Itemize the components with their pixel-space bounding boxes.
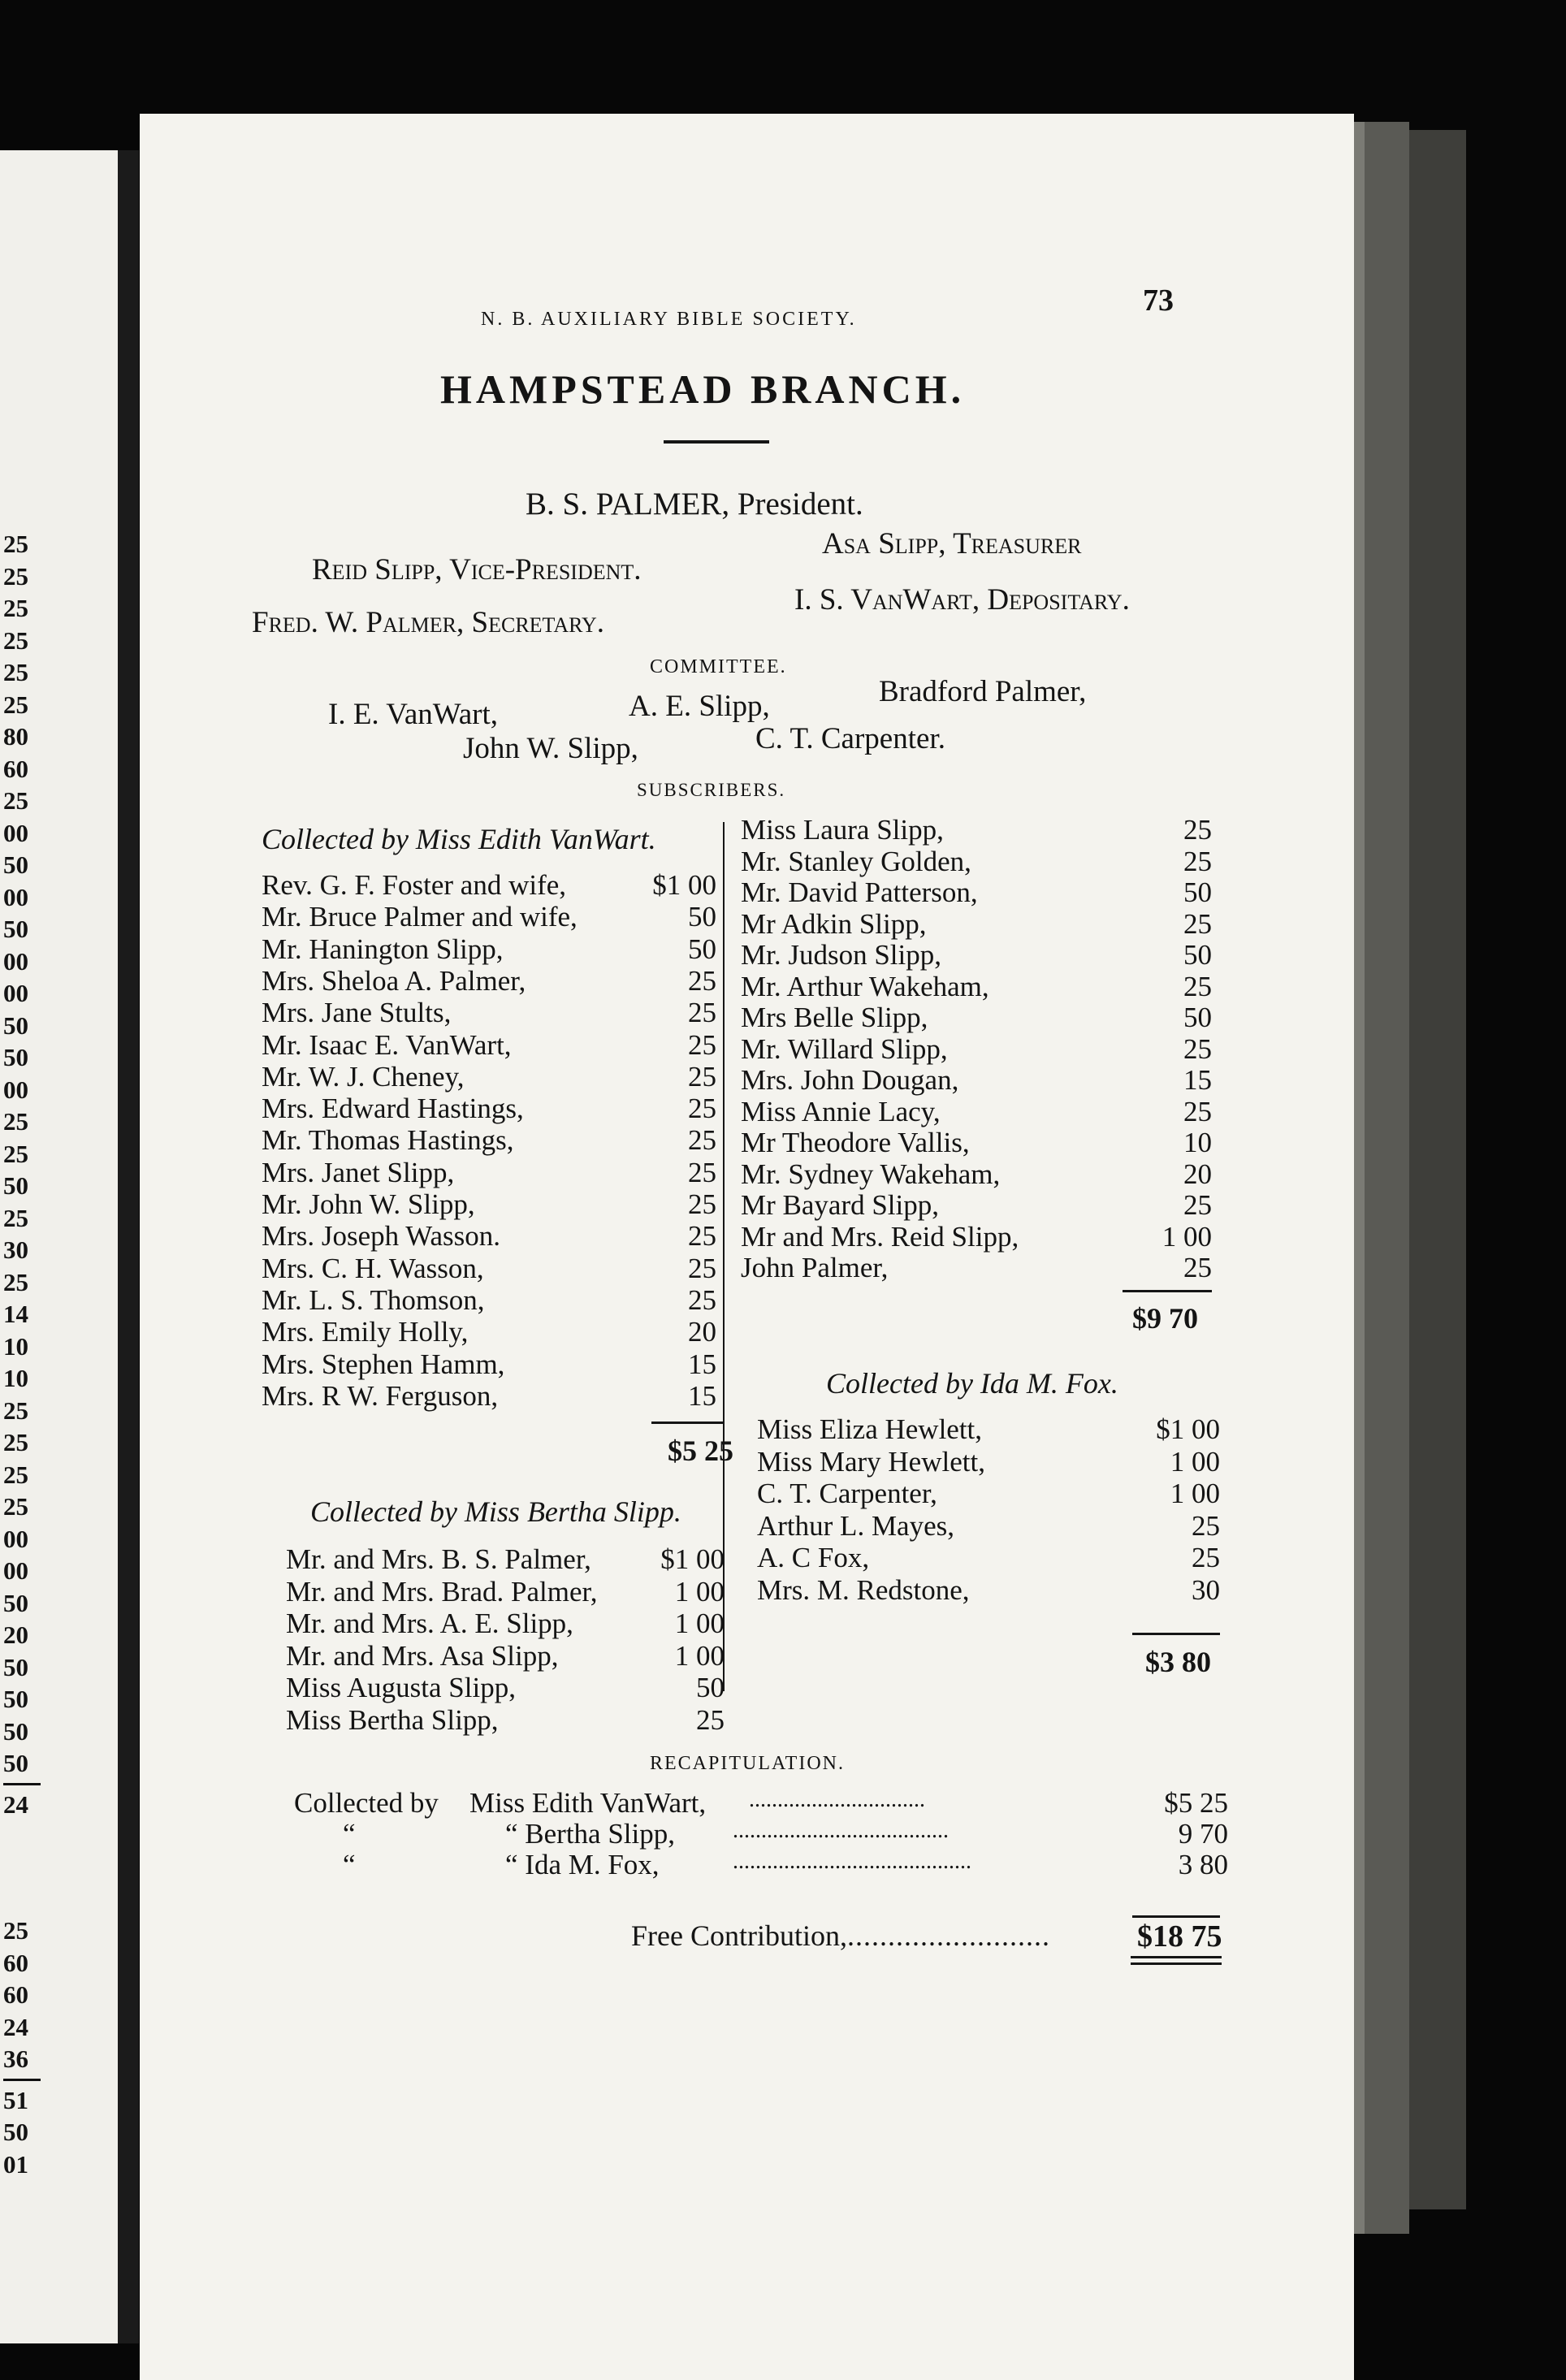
subscriber-row: [741, 1158, 1212, 1190]
grand-total: $18 75: [1137, 1919, 1222, 1954]
collector-heading: Collected by Ida M. Fox.: [826, 1367, 1118, 1400]
left-page-number: 50: [3, 1685, 28, 1713]
secretary: Fred. W. Palmer, Secretary.: [252, 606, 605, 639]
subscriber-row: [741, 939, 1212, 971]
subscriber-row: [741, 846, 1212, 877]
sum-rule: [3, 2079, 41, 2081]
subscriber-amount: 25: [1192, 1509, 1220, 1542]
left-page-number: 50: [3, 1171, 28, 1200]
left-page-number: 25: [3, 1396, 28, 1425]
left-page-number: 30: [3, 1235, 28, 1264]
subscriber-name: Mr. L. S. Thomson,: [262, 1283, 485, 1316]
page-title: HAMPSTEAD BRANCH.: [440, 366, 966, 412]
subscriber-name: Mrs. Sheloa A. Palmer,: [262, 964, 526, 997]
subscriber-row: [757, 1510, 1220, 1543]
left-page-number: 00: [3, 1524, 28, 1553]
left-page-number: 25: [3, 1267, 28, 1296]
subscriber-name: Mrs. Joseph Wasson.: [262, 1220, 501, 1253]
leader-dots: ..........................................: [733, 1849, 971, 1874]
subscriber-name: Mr. Stanley Golden,: [741, 845, 971, 877]
subscriber-amount: 50: [688, 933, 716, 965]
left-page-number: 50: [3, 1043, 28, 1071]
book-cover-edge: [1409, 130, 1466, 2209]
left-page-number: 00: [3, 1556, 28, 1585]
left-page-number: 50: [3, 850, 28, 879]
subscriber-name: Mrs. M. Redstone,: [757, 1573, 970, 1606]
left-page-number: 36: [3, 2045, 28, 2073]
subscriber-row: [262, 997, 716, 1028]
subscriber-row: [262, 1157, 716, 1188]
subscriber-name: Miss Mary Hewlett,: [757, 1445, 985, 1478]
subscriber-row: [741, 1033, 1212, 1065]
left-page-number: 25: [3, 1492, 28, 1521]
subscriber-row: [741, 1064, 1212, 1096]
left-page-number: 50: [3, 2118, 28, 2146]
subscriber-name: Mrs. Stephen Hamm,: [262, 1348, 505, 1380]
left-page-number: 25: [3, 1428, 28, 1456]
subscriber-row: [262, 1220, 716, 1252]
subscriber-row: [757, 1542, 1220, 1574]
subscriber-row: [741, 876, 1212, 908]
subscriber-name: Mr. John W. Slipp,: [262, 1188, 475, 1220]
leader-dots: .........................: [846, 1919, 1050, 1952]
subscriber-amount: 25: [1183, 1032, 1212, 1065]
free-contribution-label: [631, 1919, 1050, 1953]
subscriber-row: [286, 1576, 725, 1608]
subscriber-amount: 25: [696, 1703, 725, 1736]
recap-label: “: [343, 1818, 356, 1850]
subscriber-row: [262, 1316, 716, 1348]
subscriber-amount: 15: [688, 1348, 716, 1380]
page-number: 73: [1143, 283, 1174, 318]
subscriber-row: [262, 1284, 716, 1316]
subscriber-row: [757, 1446, 1220, 1478]
subscriber-amount: 25: [1183, 814, 1212, 846]
subscriber-amount: 25: [1183, 907, 1212, 940]
subscriber-amount: 25: [688, 1283, 716, 1316]
subscriber-amount: $1 00: [652, 869, 716, 901]
left-page-numbers: [3, 528, 44, 2180]
recap-collector: “ Ida M. Fox,: [505, 1849, 660, 1880]
subscriber-row: [262, 1124, 716, 1156]
page-edge: [1365, 122, 1409, 2234]
subscriber-amount: $1 00: [1156, 1413, 1220, 1445]
committee-member: A. E. Slipp,: [629, 690, 770, 723]
subscriber-name: Mr. Arthur Wakeham,: [741, 970, 989, 1002]
recap-row: [294, 1849, 1228, 1880]
subscriber-row: [757, 1413, 1220, 1446]
subscriber-amount: 25: [688, 1060, 716, 1093]
recap-row: [294, 1818, 1228, 1849]
subscriber-row: [741, 1096, 1212, 1127]
left-page-number: 00: [3, 818, 28, 847]
subscriber-amount: 1 00: [674, 1639, 725, 1672]
subscriber-name: Miss Augusta Slipp,: [286, 1672, 516, 1703]
subscriber-name: Mr. and Mrs. A. E. Slipp,: [286, 1608, 573, 1639]
subscriber-name: Mrs. Edward Hastings,: [262, 1093, 524, 1125]
subscriber-amount: 25: [1183, 1189, 1212, 1221]
subscriber-row: [741, 814, 1212, 846]
subscriber-name: Miss Annie Lacy,: [741, 1095, 941, 1127]
subscriber-name: Mrs. John Dougan,: [741, 1064, 959, 1096]
recap-amount: 3 80: [1178, 1849, 1228, 1880]
subscriber-name: C. T. Carpenter,: [757, 1478, 937, 1509]
left-page-number: 25: [3, 658, 28, 686]
double-rule: [1131, 1962, 1222, 1965]
left-page-number: 25: [3, 690, 28, 719]
committee-member: I. E. VanWart,: [328, 698, 499, 731]
left-page-number: 50: [3, 1749, 28, 1777]
left-page-number: 25: [3, 1107, 28, 1136]
committee-member: Bradford Palmer,: [879, 675, 1087, 708]
subscriber-row: [741, 1002, 1212, 1033]
left-page-number: 60: [3, 754, 28, 783]
left-page-number: 10: [3, 1331, 28, 1361]
subscriber-name: Mr. Willard Slipp,: [741, 1032, 948, 1065]
subscriber-name: Miss Eliza Hewlett,: [757, 1413, 983, 1445]
left-page-number: 25: [3, 625, 28, 655]
subscriber-name: Mr. Thomas Hastings,: [262, 1124, 514, 1157]
depositary: I. S. VanWart, Depositary.: [794, 583, 1130, 617]
left-page-number: 20: [3, 1621, 28, 1649]
sum-rule: [651, 1422, 725, 1424]
subscriber-amount: 20: [688, 1316, 716, 1348]
subscriber-row: [741, 971, 1212, 1002]
subscriber-amount: 25: [1183, 1095, 1212, 1127]
subscriber-amount: 20: [1183, 1158, 1212, 1190]
double-rule: [1131, 1956, 1222, 1958]
subscriber-amount: 1 00: [1170, 1445, 1220, 1478]
title-rule: [664, 440, 769, 444]
left-page-number: 51: [3, 2085, 28, 2114]
sum-rule: [1123, 1290, 1212, 1292]
subscriber-name: Mr. and Mrs. B. S. Palmer,: [286, 1543, 591, 1575]
subscriber-amount: 25: [1183, 845, 1212, 877]
subscriber-row: [741, 908, 1212, 940]
left-page-number: 00: [3, 1075, 28, 1104]
left-page-number: 25: [3, 1203, 28, 1232]
left-page-number: 25: [3, 1460, 28, 1489]
left-page-number: 00: [3, 979, 28, 1007]
left-page-number: 50: [3, 1716, 28, 1746]
left-page-number: 60: [3, 1980, 28, 2009]
left-page-number: 00: [3, 882, 28, 911]
subscriber-row: [286, 1704, 725, 1737]
recap-label: “: [343, 1849, 356, 1880]
subscriber-name: Mrs. R W. Ferguson,: [262, 1379, 499, 1412]
recap-amount: $5 25: [1164, 1787, 1228, 1819]
subscriber-name: John Palmer,: [741, 1252, 889, 1283]
subscriber-name: Miss Laura Slipp,: [741, 814, 944, 846]
recap-row: [294, 1787, 1228, 1818]
subscriber-amount: 25: [1192, 1542, 1220, 1573]
subscriber-name: Mrs. Janet Slipp,: [262, 1156, 455, 1188]
subscriber-amount: 30: [1192, 1573, 1220, 1606]
subscriber-amount: 1 00: [674, 1575, 725, 1608]
subscriber-row: [262, 1348, 716, 1380]
left-page-number: 60: [3, 1948, 28, 1977]
subscriber-name: Mr Theodore Vallis,: [741, 1127, 970, 1158]
subscriber-amount: 50: [1183, 876, 1212, 908]
running-head: N. B. AUXILIARY BIBLE SOCIETY.: [481, 309, 857, 330]
vice-president: Reid Slipp, Vice-President.: [312, 553, 642, 586]
left-page-number: 25: [3, 561, 28, 591]
binding-gutter: [118, 150, 139, 2343]
subscriber-name: Mr Bayard Slipp,: [741, 1189, 940, 1221]
subscriber-row: [741, 1221, 1212, 1253]
column-total: $9 70: [1132, 1302, 1198, 1335]
left-page-number: 10: [3, 1364, 28, 1392]
subscriber-name: Mr Adkin Slipp,: [741, 907, 927, 940]
column-total: $3 80: [1145, 1646, 1211, 1678]
left-page-number: 24: [3, 2012, 28, 2041]
subscriber-amount: 1 00: [1162, 1220, 1212, 1253]
committee-member: John W. Slipp,: [463, 732, 638, 765]
recap-amount: 9 70: [1178, 1818, 1228, 1850]
subscriber-name: A. C Fox,: [757, 1542, 870, 1573]
subscribers-heading: SUBSCRIBERS.: [637, 780, 786, 800]
subscriber-amount: 15: [1183, 1064, 1212, 1096]
subscriber-row: [262, 901, 716, 933]
subscriber-amount: 50: [688, 901, 716, 933]
subscriber-row: [262, 1253, 716, 1284]
left-page-number: 50: [3, 1652, 28, 1681]
committee-heading: COMMITTEE.: [650, 656, 787, 677]
subscriber-name: Mr. Sydney Wakeham,: [741, 1158, 1001, 1190]
subscriber-name: Arthur L. Mayes,: [757, 1509, 955, 1542]
collector-heading: Collected by Miss Edith VanWart.: [262, 823, 656, 855]
left-page-number: 01: [3, 2149, 28, 2179]
subscriber-amount: 1 00: [674, 1608, 725, 1639]
subscriber-row: [286, 1672, 725, 1704]
left-page-number: 50: [3, 1010, 28, 1040]
leader-dots: ...............................: [749, 1787, 925, 1812]
subscriber-amount: 25: [688, 1220, 716, 1253]
treasurer: Asa Slipp, Treasurer: [822, 527, 1082, 560]
column-total: $5 25: [668, 1434, 733, 1467]
subscriber-name: Mrs Belle Slipp,: [741, 1002, 928, 1033]
subscriber-row: [262, 965, 716, 997]
subscriber-amount: 25: [688, 964, 716, 997]
subscriber-amount: 25: [688, 1156, 716, 1188]
subscriber-name: Mr. and Mrs. Asa Slipp,: [286, 1639, 559, 1672]
free-contribution-text: Free Contribution,: [631, 1919, 847, 1952]
left-page-number: 50: [3, 1588, 28, 1617]
subscriber-row: [262, 1188, 716, 1220]
subscriber-name: Mr. David Patterson,: [741, 876, 978, 908]
subscriber-name: Mr and Mrs. Reid Slipp,: [741, 1220, 1019, 1253]
left-page-number: 25: [3, 530, 28, 558]
left-page-number: 25: [3, 594, 28, 622]
subscriber-amount: $1 00: [660, 1543, 725, 1575]
subscriber-amount: 25: [688, 1252, 716, 1284]
subscriber-row: [741, 1252, 1212, 1283]
subscriber-row: [262, 1029, 716, 1061]
subscriber-row: [262, 933, 716, 965]
subscriber-name: Mrs. Emily Holly,: [262, 1316, 469, 1348]
collector-heading: Collected by Miss Bertha Slipp.: [310, 1495, 681, 1528]
left-facing-page: [0, 150, 122, 2343]
recapitulation-heading: RECAPITULATION.: [650, 1753, 845, 1774]
subscriber-amount: 50: [696, 1672, 725, 1703]
subscriber-row: [262, 869, 716, 901]
subscriber-name: Rev. G. F. Foster and wife,: [262, 869, 567, 901]
subscriber-row: [286, 1608, 725, 1640]
recap-collector: “ Bertha Slipp,: [505, 1818, 675, 1850]
subscriber-amount: 25: [688, 997, 716, 1029]
leader-dots: ......................................: [733, 1818, 949, 1843]
subscriber-amount: 25: [1183, 1252, 1212, 1283]
subscriber-amount: 25: [688, 1093, 716, 1125]
subscriber-row: [262, 1093, 716, 1124]
subscriber-row: [262, 1061, 716, 1093]
subscriber-name: Mr. and Mrs. Brad. Palmer,: [286, 1575, 598, 1608]
left-page-number: 00: [3, 946, 28, 976]
left-page-number: 80: [3, 722, 28, 751]
spacer: [3, 1820, 44, 1915]
subscriber-row: [262, 1380, 716, 1412]
subscriber-row: [741, 1127, 1212, 1158]
left-page-number: 14: [3, 1300, 28, 1328]
president: B. S. PALMER, President.: [526, 487, 863, 521]
subscriber-amount: 25: [688, 1124, 716, 1157]
subscriber-name: Mr. Hanington Slipp,: [262, 933, 504, 965]
subscriber-amount: 50: [1183, 939, 1212, 971]
committee-member: C. T. Carpenter.: [755, 722, 945, 755]
sum-rule: [1132, 1915, 1220, 1918]
sum-rule: [3, 1783, 41, 1785]
subscriber-amount: 50: [1183, 1002, 1212, 1033]
subscriber-amount: 10: [1183, 1127, 1212, 1158]
subscriber-amount: 15: [688, 1379, 716, 1412]
subscriber-name: Mr. W. J. Cheney,: [262, 1060, 465, 1093]
subscriber-amount: 25: [1183, 970, 1212, 1002]
subscriber-row: [757, 1574, 1220, 1607]
subscriber-row: [286, 1640, 725, 1672]
subscriber-row: [286, 1543, 725, 1576]
subscriber-name: Mrs. Jane Stults,: [262, 997, 452, 1029]
sum-rule: [1132, 1633, 1220, 1635]
subscriber-name: Miss Bertha Slipp,: [286, 1703, 499, 1736]
book-page: [140, 114, 1354, 2380]
subscriber-name: Mrs. C. H. Wasson,: [262, 1252, 484, 1284]
recap-label: Collected by: [294, 1787, 439, 1819]
subscriber-amount: 25: [688, 1188, 716, 1220]
subscriber-name: Mr. Isaac E. VanWart,: [262, 1028, 512, 1061]
left-page-number: 25: [3, 1916, 28, 1945]
subscriber-row: [741, 1189, 1212, 1221]
left-page-number: 24: [3, 1789, 28, 1819]
recap-collector: Miss Edith VanWart,: [469, 1787, 707, 1819]
subscriber-amount: 25: [688, 1028, 716, 1061]
subscriber-name: Mr. Judson Slipp,: [741, 939, 941, 971]
subscriber-name: Mr. Bruce Palmer and wife,: [262, 901, 578, 933]
subscriber-row: [757, 1478, 1220, 1510]
left-page-number: 25: [3, 786, 28, 815]
subscriber-amount: 1 00: [1170, 1478, 1220, 1509]
left-page-number: 25: [3, 1139, 28, 1168]
left-page-number: 50: [3, 915, 28, 943]
